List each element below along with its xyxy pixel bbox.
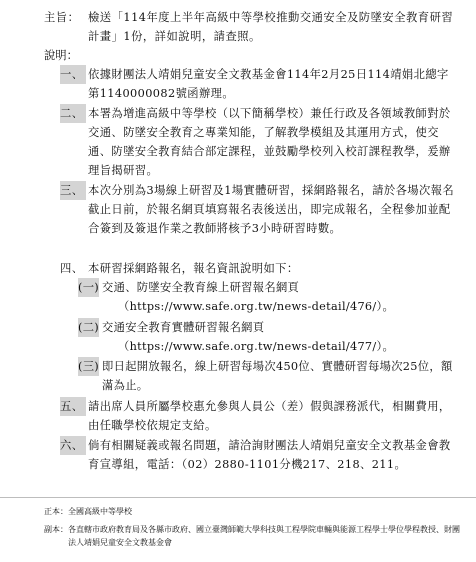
- subitem-number: (三): [78, 357, 99, 376]
- item-number: 三、: [60, 181, 86, 200]
- subitem-text: 交通安全教育實體研習報名網頁: [102, 321, 265, 334]
- registration-url-2[interactable]: （https://www.safe.org.tw/news-detail/477/）。: [118, 340, 395, 353]
- item-number: 六、: [60, 436, 86, 455]
- explanation-item-3: [60, 181, 456, 238]
- item-text: 倘有相關疑義或報名問題，請洽詢財團法人靖娟兒童安全文教基金會教育宣導組，電話：（02）2880-1101分機217、218、211。: [88, 439, 451, 471]
- footer-copy-recipient: [44, 523, 464, 549]
- explanation-item-1: [60, 65, 456, 103]
- item-text: 依據財團法人靖娟兒童安全文教基金會114年2月25日114靖娟北總字第1140000082號函辦理。: [88, 68, 449, 100]
- item-number: 五、: [60, 397, 86, 416]
- explanation-item-4: [60, 259, 456, 278]
- main-recipient-value: 全國高級中等學校: [68, 507, 132, 516]
- explanation-label: 說明：: [44, 49, 78, 62]
- main-recipient-label: 正本：: [44, 507, 68, 516]
- subject-block: [44, 8, 454, 46]
- subitem-text: 交通、防墜安全教育線上研習報名網頁: [102, 281, 300, 294]
- subject-text: 檢送「114年度上半年高級中等學校推動交通安全及防墜安全教育研習計畫」1份，詳如說明，請查照。: [88, 11, 454, 43]
- subitem-number: (一): [78, 278, 99, 297]
- item-text: 本署為增進高級中等學校（以下簡稱學校）兼任行政及各領域教師對於交通、防墜安全教育之專業知能，了解教學模組及其運用方式，使交通、防墜安全教育結合部定課程，並鼓勵學校列入校訂課程教學，爰辦理旨揭研習。: [88, 107, 451, 177]
- copy-recipient-value: 各直轄市政府教育局及各縣市政府、國立臺灣師範大學科技與工程學院車輛與能源工程學士學位學程教授、財團法人靖娟兒童安全文教基金會: [68, 525, 460, 547]
- item-text: 本次分別為3場線上研習及1場實體研習，採網路報名，請於各場次報名截止日前，於報名網頁填寫報名表後送出，即完成報名，全程參加並配合簽到及簽退作業之教師將核予3小時研習時數。: [88, 184, 455, 235]
- subitem-number: (二): [78, 318, 99, 337]
- registration-subitem-1: [78, 278, 458, 316]
- item-text: 本研習採網路報名，報名資訊說明如下：: [88, 262, 299, 275]
- item-number: 一、: [60, 65, 86, 84]
- registration-subitem-3: [78, 357, 458, 395]
- explanation-item-6: [60, 436, 456, 474]
- subject-label: 主旨：: [44, 11, 80, 24]
- explanation-item-2: [60, 104, 456, 180]
- registration-subitem-2: [78, 318, 458, 356]
- item-number: 二、: [60, 104, 86, 123]
- item-text: 請出席人員所屬學校惠允參與人員公（差）假與課務派代，相關費用，由任職學校依規定支給。: [88, 400, 451, 432]
- explanation-item-5: [60, 397, 456, 435]
- footer-main-recipient: [44, 505, 464, 518]
- copy-recipient-label: 副本：: [44, 525, 68, 534]
- divider: [0, 497, 476, 498]
- item-number: 四、: [60, 262, 84, 275]
- registration-url-1[interactable]: （https://www.safe.org.tw/news-detail/476/）。: [118, 300, 395, 313]
- subitem-text: 即日起開放報名，線上研習每場次450位、實體研習每場次25位，額滿為止。: [102, 360, 453, 392]
